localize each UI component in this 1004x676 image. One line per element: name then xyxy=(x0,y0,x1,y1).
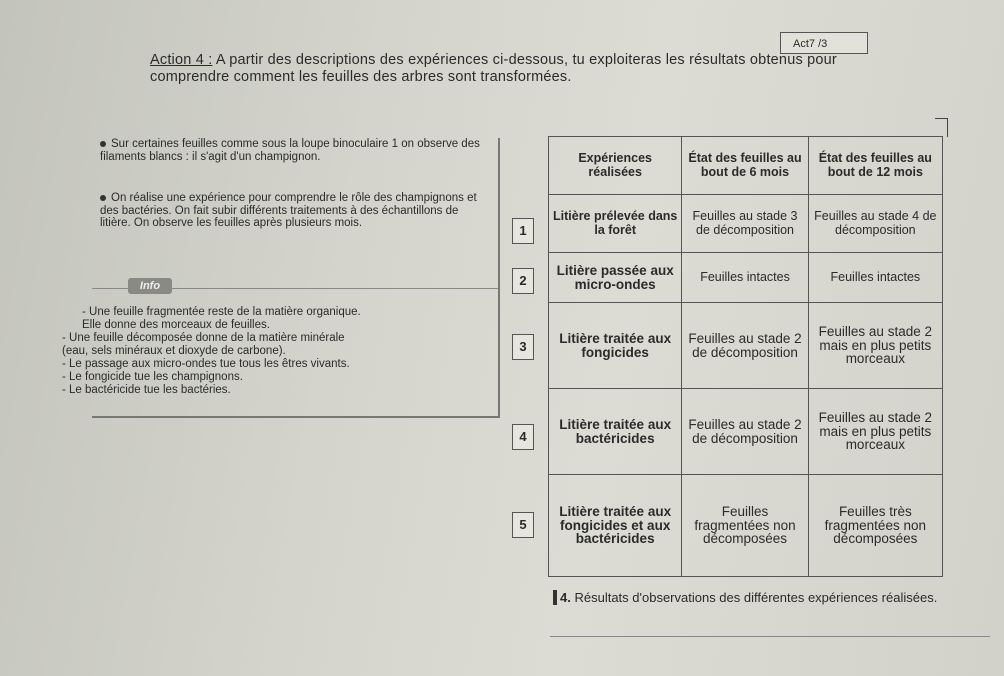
table-cell: Feuilles au stade 2 mais en plus petits morceaux xyxy=(808,389,942,475)
caption-number: 4. xyxy=(560,590,571,605)
action-label: Action 4 : xyxy=(150,52,213,68)
table-cell: Feuilles au stade 2 mais en plus petits morceaux xyxy=(808,303,942,389)
table-row xyxy=(549,303,943,389)
caption-marker xyxy=(553,590,557,605)
table-cell: Litière traitée aux fongicides xyxy=(549,303,682,389)
table-row xyxy=(549,253,943,303)
experiment-number: 5 xyxy=(512,512,534,538)
info-badge: Info xyxy=(128,278,172,294)
table-cell: Litière prélevée dans la forêt xyxy=(549,195,682,253)
experiment-number: 3 xyxy=(512,334,534,360)
column-header: État des feuilles au bout de 12 mois xyxy=(808,137,942,195)
table-cell: Feuilles au stade 2 de décomposition xyxy=(682,389,808,475)
table-cell: Litière traitée aux bactéricides xyxy=(549,389,682,475)
table-row xyxy=(549,475,943,577)
margin-mark xyxy=(935,118,948,137)
description-panel xyxy=(62,138,500,418)
experiment-number: 2 xyxy=(512,268,534,294)
info-list xyxy=(62,306,482,397)
intro-text-2: On réalise une expérience pour comprendre le rôle des champignons et des bactéries. On fait subir différents traitements à des échantillons de litière. On observe les feuilles après plusieurs mois. xyxy=(100,192,477,229)
table-cell: Feuilles au stade 3 de décomposition xyxy=(682,195,808,253)
table-cell: Litière traitée aux fongicides et aux bactéricides xyxy=(549,475,682,577)
table-header-row xyxy=(549,137,943,195)
action-heading xyxy=(150,52,870,86)
experiment-number: 1 xyxy=(512,218,534,244)
table-cell: Feuilles intactes xyxy=(808,253,942,303)
info-item: - Le passage aux micro-ondes tue tous les êtres vivants. xyxy=(62,358,350,370)
info-item: - Une feuille décomposée donne de la matière minérale (eau, sels minéraux et dioxyde de carbone). xyxy=(62,332,345,357)
table-cell: Feuilles au stade 2 de décomposition xyxy=(682,303,808,389)
info-item: - Le bactéricide tue les bactéries. xyxy=(62,384,231,396)
divider xyxy=(550,636,990,637)
table-row xyxy=(549,389,943,475)
action-instruction: A partir des descriptions des expériences ci-dessous, tu exploiteras les résultats obtenus pour comprendre comment les feuilles des arbres sont transformées. xyxy=(150,52,837,85)
info-item: - Une feuille fragmentée reste de la matière organique. Elle donne des morceaux de feuilles. xyxy=(82,306,361,331)
results-table xyxy=(548,136,943,577)
column-header: État des feuilles au bout de 6 mois xyxy=(682,137,808,195)
table-cell: Feuilles très fragmentées non décomposées xyxy=(808,475,942,577)
table-caption xyxy=(560,590,980,606)
reference-box: Act7 /3 xyxy=(780,32,868,54)
info-item: - Le fongicide tue les champignons. xyxy=(62,371,243,383)
table-cell: Feuilles intactes xyxy=(682,253,808,303)
bullet-icon xyxy=(100,141,106,147)
table-cell: Feuilles au stade 4 de décomposition xyxy=(808,195,942,253)
intro-text-1: Sur certaines feuilles comme sous la loupe binoculaire 1 on observe des filaments blancs : il s'agit d'un champignon. xyxy=(100,138,480,163)
table-cell: Feuilles fragmentées non décomposées xyxy=(682,475,808,577)
caption-text: Résultats d'observations des différentes expériences réalisées. xyxy=(574,590,938,605)
experiment-number: 4 xyxy=(512,424,534,450)
table-cell: Litière passée aux micro-ondes xyxy=(549,253,682,303)
bullet-icon xyxy=(100,195,106,201)
table-row xyxy=(549,195,943,253)
intro-paragraph-2 xyxy=(100,192,492,230)
column-header: Expériences réalisées xyxy=(549,137,682,195)
intro-paragraph-1 xyxy=(100,138,492,163)
